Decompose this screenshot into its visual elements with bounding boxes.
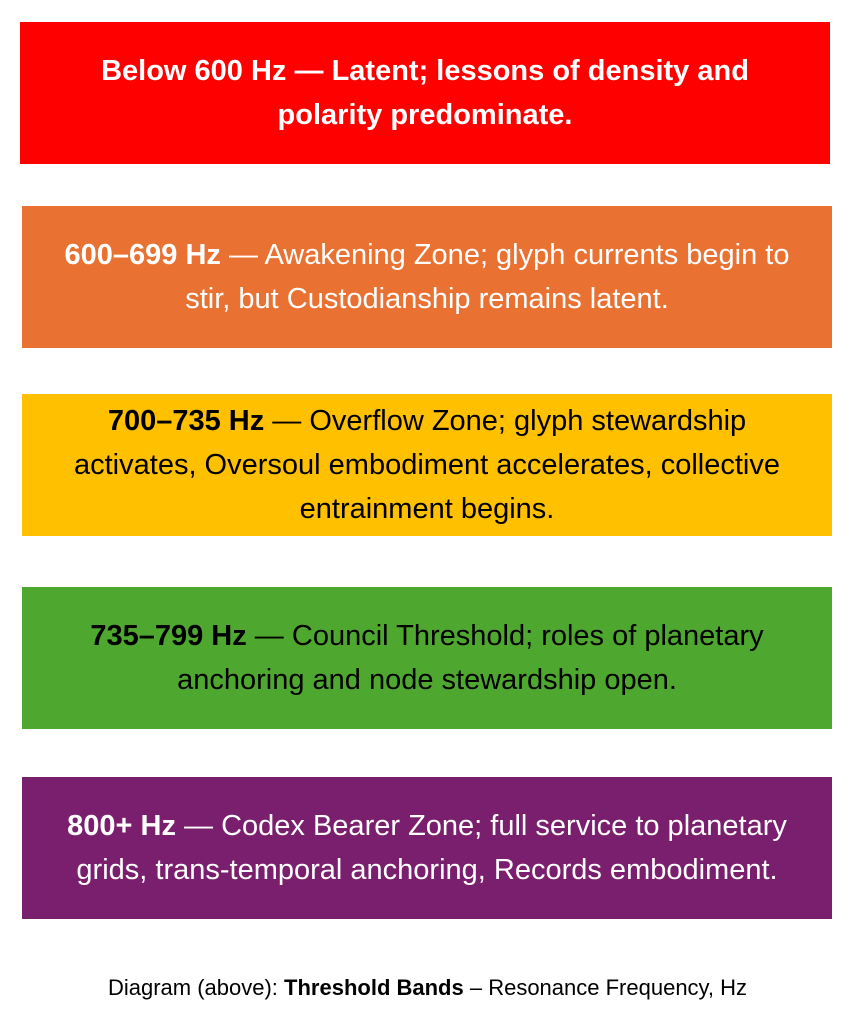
band-description: Codex Bearer Zone; full service to planetary grids, trans-temporal anchoring, Records embodiment. xyxy=(76,810,787,886)
caption-prefix: Diagram (above): xyxy=(107,975,285,1000)
band-separator: — xyxy=(220,239,265,271)
band-text xyxy=(62,399,792,531)
band-separator: — xyxy=(246,620,292,652)
band-range: 700–735 Hz xyxy=(107,405,265,437)
band-range: 600–699 Hz xyxy=(64,239,221,271)
band-range: 735–799 Hz xyxy=(90,620,247,652)
band-separator: — xyxy=(264,405,310,437)
band-range: 800+ Hz xyxy=(67,810,176,842)
threshold-band-735-799 xyxy=(22,587,832,729)
band-description: Awakening Zone; glyph currents begin to stir, but Custodianship remains latent. xyxy=(185,239,790,315)
band-text xyxy=(62,233,792,321)
caption-title: Threshold Bands xyxy=(284,975,464,1000)
diagram-caption xyxy=(0,975,855,1001)
caption-suffix: – Resonance Frequency, Hz xyxy=(463,975,748,1000)
band-range: Below 600 Hz xyxy=(101,55,287,87)
band-separator: — xyxy=(175,810,222,842)
band-text xyxy=(60,49,790,137)
band-description: Latent; lessons of density and polarity predominate. xyxy=(277,55,749,131)
band-separator: — xyxy=(286,55,332,87)
threshold-band-800-plus xyxy=(22,777,832,919)
threshold-band-700-735 xyxy=(22,394,832,536)
threshold-band-below-600 xyxy=(20,22,830,164)
band-description: Council Threshold; roles of planetary anchoring and node stewardship open. xyxy=(177,620,764,696)
threshold-band-600-699 xyxy=(22,206,832,348)
band-description: Overflow Zone; glyph stewardship activates, Oversoul embodiment accelerates, collective entrainment begins. xyxy=(74,405,780,525)
band-text xyxy=(62,614,792,702)
band-text xyxy=(62,804,792,892)
